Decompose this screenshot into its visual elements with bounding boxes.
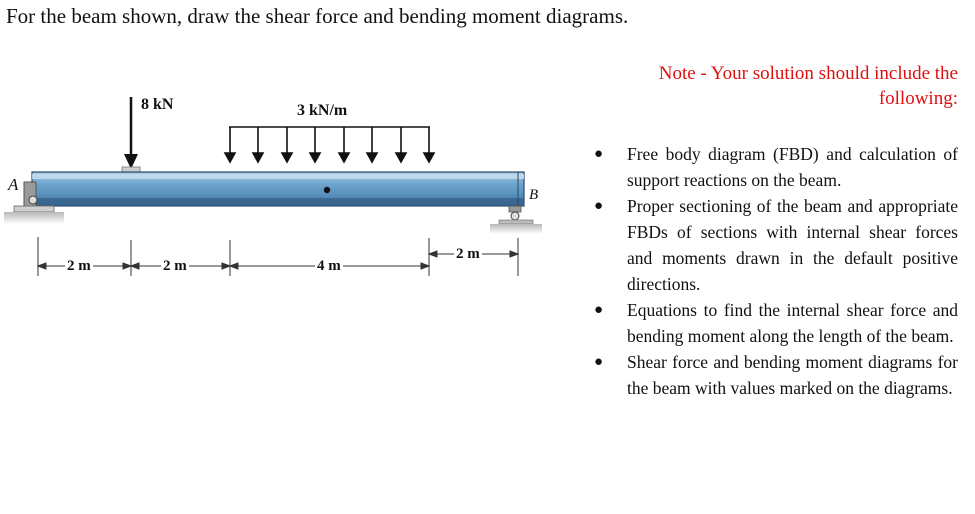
beam [32,172,524,206]
list-item-text: Free body diagram (FBD) and calculation of support reactions on the beam. [627,144,958,190]
beam-figure [0,70,560,300]
dimension-lines [38,237,518,276]
dimension-label: 2 m [67,258,91,274]
point-load-arrow [122,97,140,172]
list-item-text: Equations to find the internal shear force and bending moment along the length of the beam. [627,300,958,346]
list-item [594,349,958,401]
list-item [594,297,958,349]
bullet-icon: ● [594,354,604,370]
support-b [490,206,542,234]
note-text: Note - Your solution should include the following: [658,63,958,109]
bullet-icon: ● [594,198,604,214]
dimension-label: 2 m [163,258,187,274]
point-load-label: 8 kN [141,96,174,113]
support-a-label: A [8,175,19,194]
list-item [594,193,958,297]
bullet-icon: ● [594,302,604,318]
requirements-list [594,141,958,401]
list-item-text: Shear force and bending moment diagrams for the beam with values marked on the diagrams. [627,352,958,398]
question-text: For the beam shown, draw the shear force and bending moment diagrams. [6,4,629,28]
support-b-label: B [529,187,539,203]
list-item [594,141,958,193]
dimension-label: 2 m [456,246,480,262]
distributed-load-arrows [225,127,434,162]
list-item-text: Proper sectioning of the beam and appropriate FBDs of sections with internal shear forces and moments drawn in the default positive directions. [627,196,958,294]
distributed-load-label: 3 kN/m [297,102,348,119]
bullet-icon: ● [594,146,604,162]
dimension-label: 4 m [317,258,341,274]
